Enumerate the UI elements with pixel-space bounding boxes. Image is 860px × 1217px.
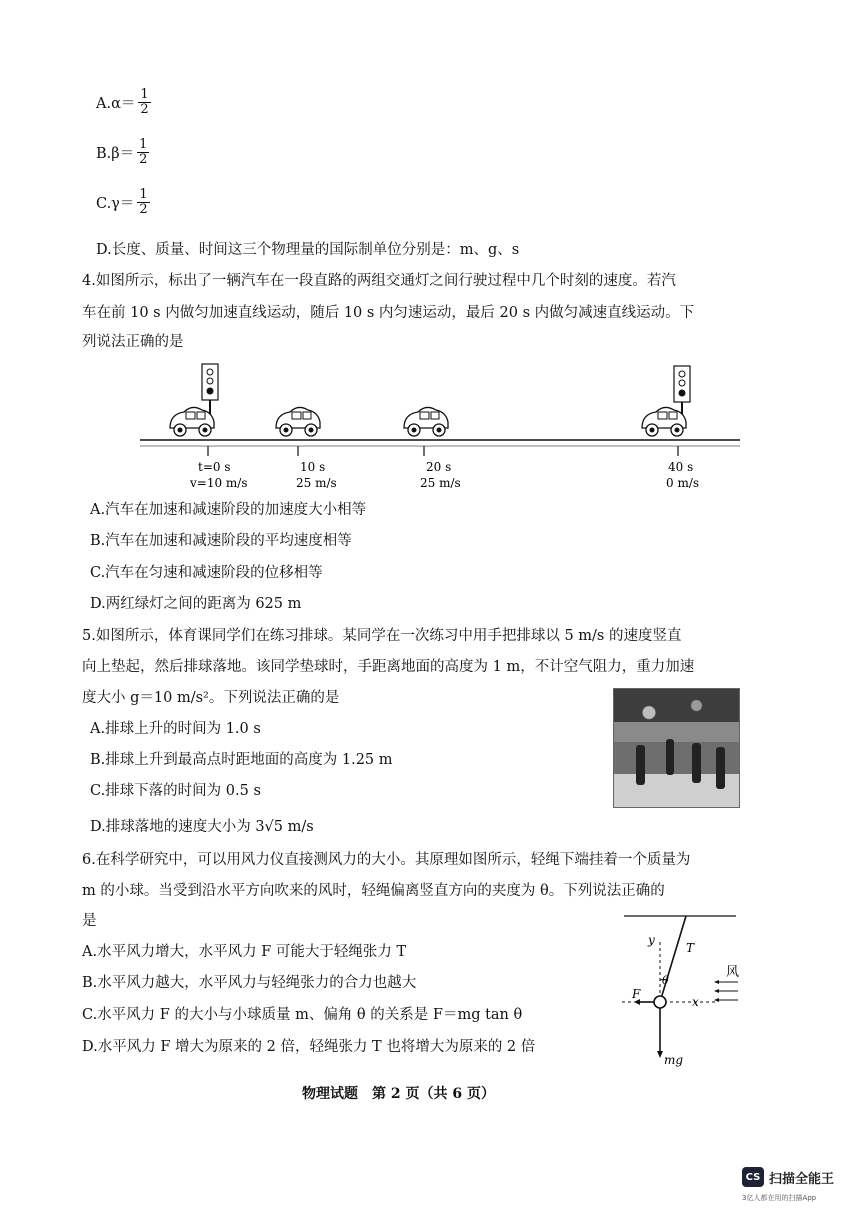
q5-option-b: B.排球上升到最高点时距地面的高度为 1.25 m: [90, 752, 393, 768]
theta-label: θ: [662, 974, 669, 987]
wind-meter-figure: [618, 912, 748, 1072]
t20-speed-label: 25 m/s: [420, 476, 461, 490]
q4-option-a: A.汽车在加速和减速阶段的加速度大小相等: [90, 502, 367, 518]
t0-time-label: t=0 s: [198, 460, 231, 474]
q4-option-d: D.两红绿灯之间的距离为 625 m: [90, 596, 302, 612]
q6-option-a: A.水平风力增大，水平风力 F 可能大于轻绳张力 T: [82, 944, 407, 960]
q5-option-d: D.排球落地的速度大小为 3√5 m/s: [90, 819, 314, 835]
car-icon: [170, 407, 214, 436]
q5-option-c: C.排球下落的时间为 0.5 s: [90, 783, 261, 799]
car-icon: [642, 407, 686, 436]
volleyball-class-photo: [613, 688, 740, 808]
q6-stem-line2: m 的小球。当受到沿水平方向吹来的风时，轻绳偏离竖直方向的夹度为 θ。下列说法正确的: [82, 883, 665, 899]
wind-force-label: F: [632, 987, 641, 1001]
scanner-brand-name: 扫描全能王: [769, 1171, 835, 1187]
t10-speed-label: 25 m/s: [296, 476, 337, 490]
q4-option-b: B.汽车在加速和减速阶段的平均速度相等: [90, 533, 352, 549]
q3-option-c: C.γ＝ $\frac{1}{2}$: [96, 187, 148, 217]
camscanner-logo-icon: CS: [742, 1167, 764, 1187]
q5-option-a: A.排球上升的时间为 1.0 s: [90, 721, 261, 737]
q6-stem-line3: 是: [82, 913, 97, 929]
q4-stem-line1: 4.如图所示，标出了一辆汽车在一段直路的两组交通灯之间行驶过程中几个时刻的速度。若汽: [82, 273, 676, 289]
car-icon: [404, 407, 448, 436]
scanner-brand-tagline: 3亿人都在用的扫描App: [742, 1194, 817, 1202]
page-footer: 物理试题 第 2 页（共 6 页）: [302, 1086, 495, 1102]
t0-speed-label: v=10 m/s: [190, 476, 248, 490]
fraction: $\frac{1}{2}$: [139, 187, 148, 217]
q3-option-d: D.长度、质量、时间这三个物理量的国际制单位分别是：m、g、s: [96, 242, 520, 258]
q4-stem-line2: 车在前 10 s 内做匀加速直线运动，随后 10 s 内匀速运动，最后 20 s 内做匀减速直线运动。下: [82, 305, 695, 321]
car-icon: [276, 407, 320, 436]
y-axis-label: y: [648, 933, 655, 947]
q6-stem-line1: 6.在科学研究中，可以用风力仪直接测风力的大小。其原理如图所示，轻绳下端挂着一个质量为: [82, 852, 691, 868]
wind-label: 风: [726, 965, 740, 980]
q6-option-b: B.水平风力越大，水平风力与轻绳张力的合力也越大: [82, 975, 417, 991]
q4-option-c: C.汽车在匀速和减速阶段的位移相等: [90, 565, 323, 581]
scanner-watermark: [742, 1167, 834, 1187]
gravity-label: mg: [664, 1053, 684, 1067]
t40-speed-label: 0 m/s: [666, 476, 700, 490]
q5-stem-line1: 5.如图所示，体育课同学们在练习排球。某同学在一次练习中用手把排球以 5 m/s 的速度竖直: [82, 628, 682, 644]
q6-option-d: D.水平风力 F 增大为原来的 2 倍，轻绳张力 T 也将增大为原来的 2 倍: [82, 1039, 536, 1055]
q4-stem-line3: 列说法正确的是: [82, 334, 184, 350]
tension-label: T: [686, 941, 695, 955]
q5-stem-line3: 度大小 g＝10 m/s²。下列说法正确的是: [82, 690, 340, 706]
car-road-figure: [140, 362, 740, 492]
fraction: $\frac{1}{2}$: [139, 137, 148, 167]
x-axis-label: x: [692, 995, 699, 1009]
q5-stem-line2: 向上垫起，然后排球落地。该同学垫球时，手距离地面的高度为 1 m，不计空气阻力，重力加速: [82, 659, 695, 675]
t20-time-label: 20 s: [426, 460, 452, 474]
q3-option-a: A.α＝ $\frac{1}{2}$: [96, 87, 149, 117]
t10-time-label: 10 s: [300, 460, 326, 474]
t40-time-label: 40 s: [668, 460, 694, 474]
q6-option-c: C.水平风力 F 的大小与小球质量 m、偏角 θ 的关系是 F＝mg tan θ: [82, 1007, 523, 1023]
fraction: $\frac{1}{2}$: [140, 87, 149, 117]
q3-option-b: B.β＝ $\frac{1}{2}$: [96, 137, 148, 167]
